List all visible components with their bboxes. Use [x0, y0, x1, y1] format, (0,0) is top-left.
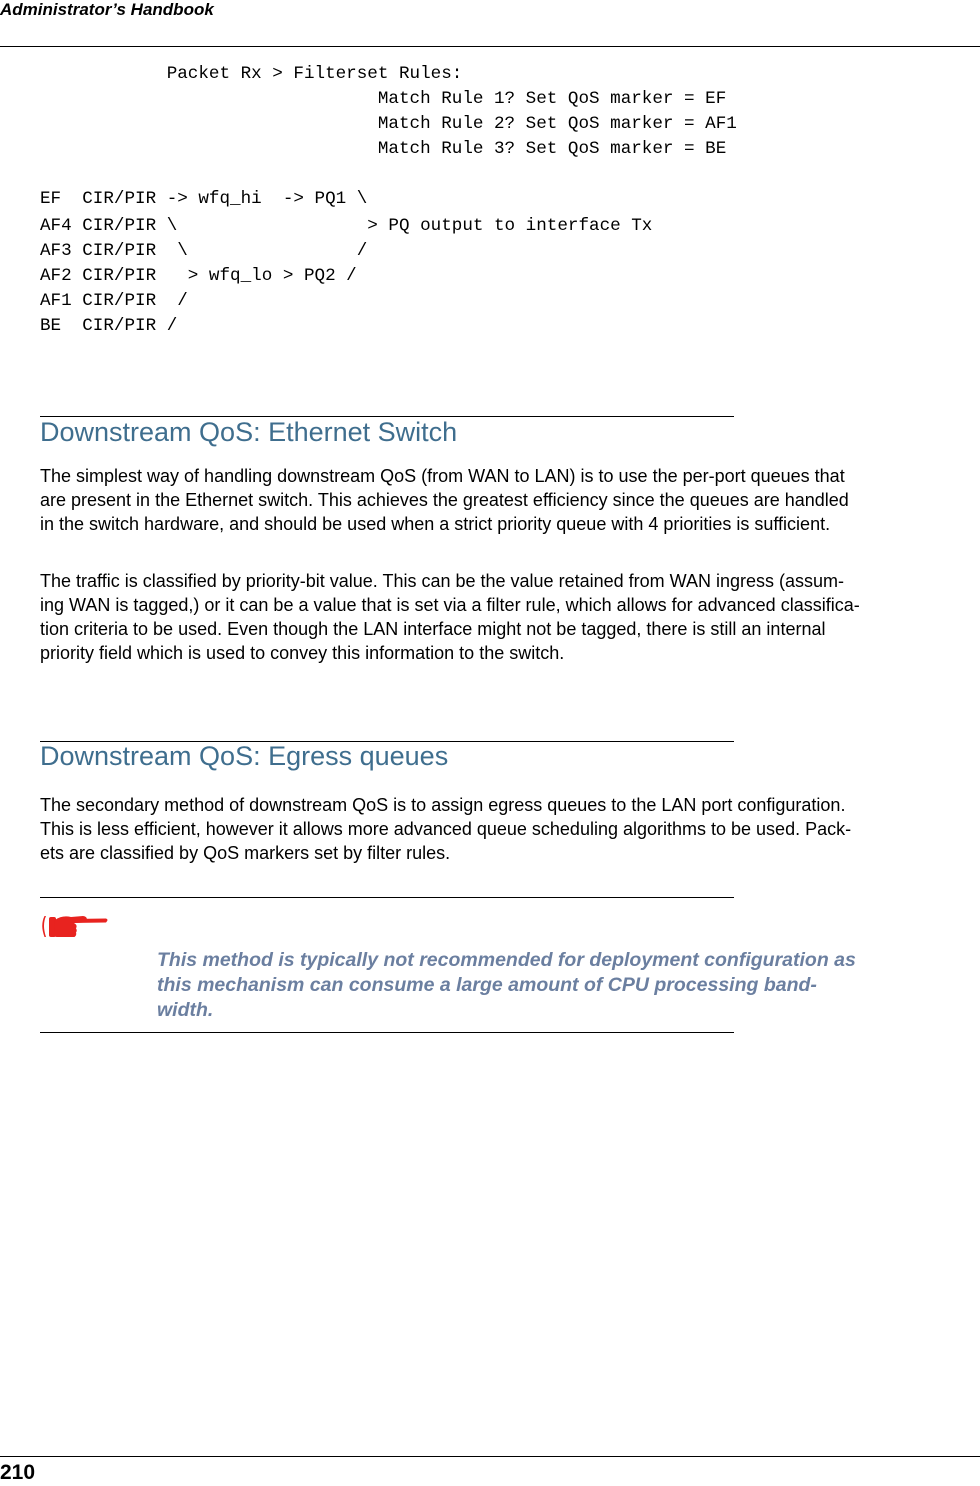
section-heading-egress-queues: Downstream QoS: Egress queues [40, 741, 449, 771]
pointing-hand-icon [40, 910, 110, 942]
code-line: Match Rule 2? Set QoS marker = AF1 [40, 114, 737, 134]
note-top-rule [40, 897, 734, 898]
note-bottom-rule [40, 1032, 734, 1033]
footer-rule [0, 1456, 980, 1457]
code-line: BE CIR/PIR / [40, 316, 178, 336]
paragraph: The traffic is classified by priority-bit value. This can be the value retained from WAN ingress (assum- ing WAN is tagged,) or it can be a value that is set via a filter rule, which allows for advanced classifica- tion criteria to be used. Even though the LAN interface might not be tagged, there is still an internal priority field which is used to convey this information to the switch. [40, 571, 860, 663]
paragraph: The simplest way of handling downstream QoS (from WAN to LAN) is to use the per-port queues that are present in the Ethernet switch. This achieves the greatest efficiency since the queues are handled in the switch hardware, and should be used when a strict priority queue with 4 priorities is sufficient. [40, 466, 849, 534]
code-line: Packet Rx > Filterset Rules: [40, 64, 463, 84]
code-line: AF4 CIR/PIR \ > PQ output to interface Tx [40, 216, 653, 236]
running-header-title: Administrator’s Handbook [0, 0, 214, 19]
code-line: AF2 CIR/PIR > wfq_lo > PQ2 / [40, 266, 357, 286]
section-heading-ethernet-switch: Downstream QoS: Ethernet Switch [40, 417, 458, 447]
code-line: AF3 CIR/PIR \ / [40, 241, 368, 261]
page-number: 210 [0, 1461, 36, 1484]
code-line: Match Rule 1? Set QoS marker = EF [40, 89, 727, 109]
code-line: Match Rule 3? Set QoS marker = BE [40, 139, 727, 159]
header-rule [0, 46, 980, 47]
code-line: AF1 CIR/PIR / [40, 291, 188, 311]
note-text: This method is typically not recommended for deployment configuration as this mechanism can consume a large amount of CPU processing band- width. [157, 949, 856, 1021]
paragraph: The secondary method of downstream QoS is to assign egress queues to the LAN port configuration. This is less efficient, however it allows more advanced queue scheduling algorithms to be used. Pack- ets are classified by QoS markers set by filter rules. [40, 795, 852, 863]
code-line: EF CIR/PIR -> wfq_hi -> PQ1 \ [40, 189, 368, 209]
